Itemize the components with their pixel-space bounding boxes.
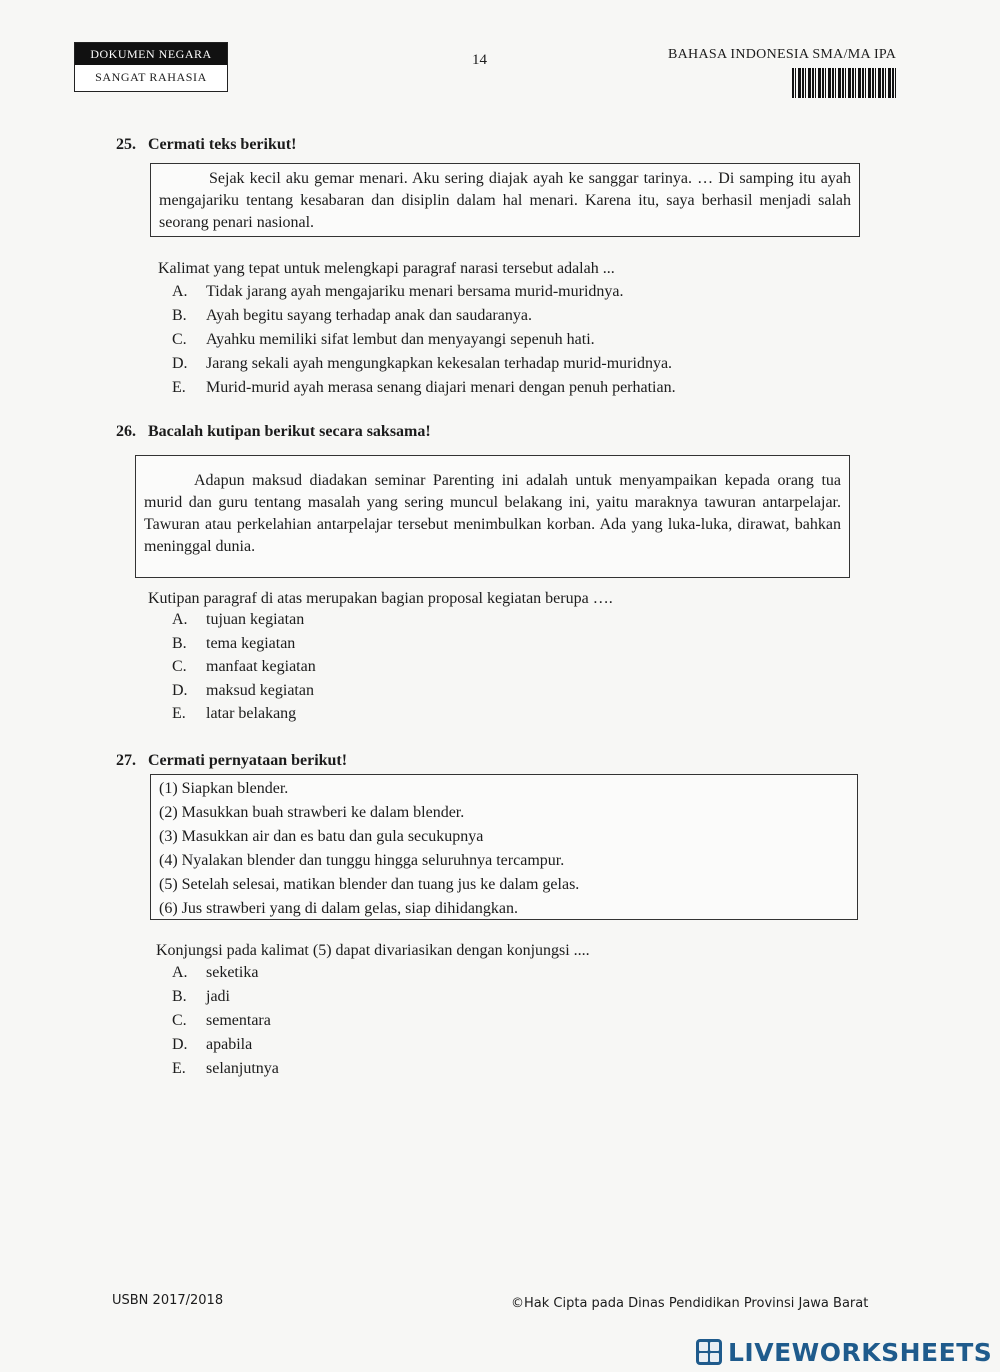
liveworksheets-icon (696, 1339, 722, 1365)
option-letter: D. (172, 681, 188, 699)
question-number: 25. (116, 136, 136, 153)
question-25-heading (116, 136, 296, 154)
option-text: Murid-murid ayah merasa senang diajari menari dengan penuh perhatian. (206, 379, 676, 396)
option-text: maksud kegiatan (206, 681, 314, 699)
option-letter: A. (172, 964, 188, 981)
option-letter: D. (172, 1036, 188, 1053)
option-letter: E. (172, 1060, 186, 1077)
question-27-statement-box (150, 774, 858, 920)
option-letter: E. (172, 705, 186, 722)
option-letter: A. (172, 611, 188, 628)
statement-item: (3) Masukkan air dan es batu dan gula secukupnya (159, 828, 484, 845)
statement-item: (5) Setelah selesai, matikan blender dan tuang jus ke dalam gelas. (159, 876, 580, 893)
subject-title: BAHASA INDONESIA SMA/MA IPA (668, 47, 897, 62)
option-text: latar belakang (206, 705, 297, 722)
option-b[interactable] (172, 307, 852, 331)
option-d[interactable] (172, 1036, 572, 1060)
option-text: tema kegiatan (206, 634, 296, 652)
option-letter: C. (172, 331, 187, 348)
question-26-heading (116, 423, 431, 441)
statement-item: (6) Jus strawberi yang di dalam gelas, siap dihidangkan. (159, 900, 519, 917)
option-c[interactable] (172, 658, 572, 682)
option-text: jadi (206, 988, 230, 1005)
option-text: seketika (206, 964, 259, 981)
statement-item: (4) Nyalakan blender dan tunggu hingga seluruhnya tercampur. (159, 852, 565, 869)
option-text: Ayahku memiliki sifat lembut dan menyayangi sepenuh hati. (206, 331, 595, 348)
footer-exam-year: USBN 2017/2018 (112, 1293, 224, 1308)
option-c[interactable] (172, 1012, 572, 1036)
option-letter: E. (172, 379, 186, 396)
liveworksheets-logo[interactable] (696, 1337, 992, 1367)
option-text: manfaat kegiatan (206, 658, 316, 675)
option-text: apabila (206, 1036, 253, 1053)
option-c[interactable] (172, 331, 852, 355)
stamp-bottom-label: SANGAT RAHASIA (95, 70, 207, 84)
option-letter: C. (172, 658, 187, 675)
option-text: Jarang sekali ayah mengungkapkan kekesalan terhadap murid-muridnya. (206, 355, 673, 372)
question-number: 27. (116, 752, 136, 769)
question-27-prompt: Konjungsi pada kalimat (5) dapat divariasikan dengan konjungsi .... (156, 942, 590, 959)
option-text: sementara (206, 1012, 271, 1029)
option-text: Ayah begitu sayang terhadap anak dan saudaranya. (206, 307, 532, 324)
option-d[interactable] (172, 355, 852, 379)
option-text: selanjutnya (206, 1060, 279, 1077)
liveworksheets-text: LIVEWORKSHEETS (728, 1337, 993, 1367)
option-a[interactable] (172, 283, 852, 307)
barcode-icon (792, 68, 898, 98)
option-letter: B. (172, 634, 187, 652)
question-26-prompt: Kutipan paragraf di atas merupakan bagian proposal kegiatan berupa …. (148, 590, 613, 607)
statement-item: (2) Masukkan buah strawberi ke dalam blender. (159, 804, 465, 821)
question-25-prompt: Kalimat yang tepat untuk melengkapi paragraf narasi tersebut adalah ... (158, 260, 615, 277)
passage-text: Sejak kecil aku gemar menari. Aku sering diajak ayah ke sanggar tarinya. … Di samping itu ayah mengajariku tentang kesabaran dan disiplin dalam hal menari. Karena itu, saya berhasil menjadi salah seorang penari nasional. (159, 170, 851, 231)
option-text: tujuan kegiatan (206, 611, 305, 628)
page-number: 14 (472, 52, 487, 68)
question-27-heading (116, 752, 347, 770)
question-number: 26. (116, 423, 136, 440)
passage-text: Adapun maksud diadakan seminar Parenting ini adalah untuk menyampaikan kepada orang tua murid dan guru tentang masalah yang sering muncul belakang ini, yaitu maraknya tawuran antarpelajar. Tawuran atau perkelahian antarpelajar tersebut menimbulkan korban. Ada yang luka-luka, dirawat, bahkan meninggal dunia. (144, 472, 841, 555)
classification-stamp (74, 42, 228, 92)
option-letter: C. (172, 1012, 187, 1029)
question-27-options (172, 964, 572, 1084)
option-a[interactable] (172, 611, 572, 635)
question-26-passage-box (135, 455, 850, 578)
option-letter: B. (172, 307, 187, 324)
question-title: Cermati pernyataan berikut! (148, 752, 348, 769)
stamp-top-label: DOKUMEN NEGARA (75, 43, 227, 65)
option-e[interactable] (172, 705, 572, 729)
option-b[interactable] (172, 635, 572, 659)
option-text: Tidak jarang ayah mengajariku menari bersama murid-muridnya. (206, 283, 624, 300)
question-25-passage-box (150, 163, 860, 237)
footer-copyright: ©Hak Cipta pada Dinas Pendidikan Provinsi Jawa Barat (511, 1296, 869, 1311)
statement-item: (1) Siapkan blender. (159, 780, 289, 797)
option-a[interactable] (172, 964, 572, 988)
question-title: Bacalah kutipan berikut secara saksama! (148, 423, 431, 440)
option-d[interactable] (172, 682, 572, 706)
question-title: Cermati teks berikut! (148, 136, 297, 153)
option-e[interactable] (172, 1060, 572, 1084)
option-b[interactable] (172, 988, 572, 1012)
option-letter: A. (172, 283, 188, 300)
option-e[interactable] (172, 379, 852, 403)
question-25-options (172, 283, 852, 403)
option-letter: B. (172, 988, 187, 1005)
option-letter: D. (172, 355, 188, 372)
question-26-options (172, 611, 572, 729)
